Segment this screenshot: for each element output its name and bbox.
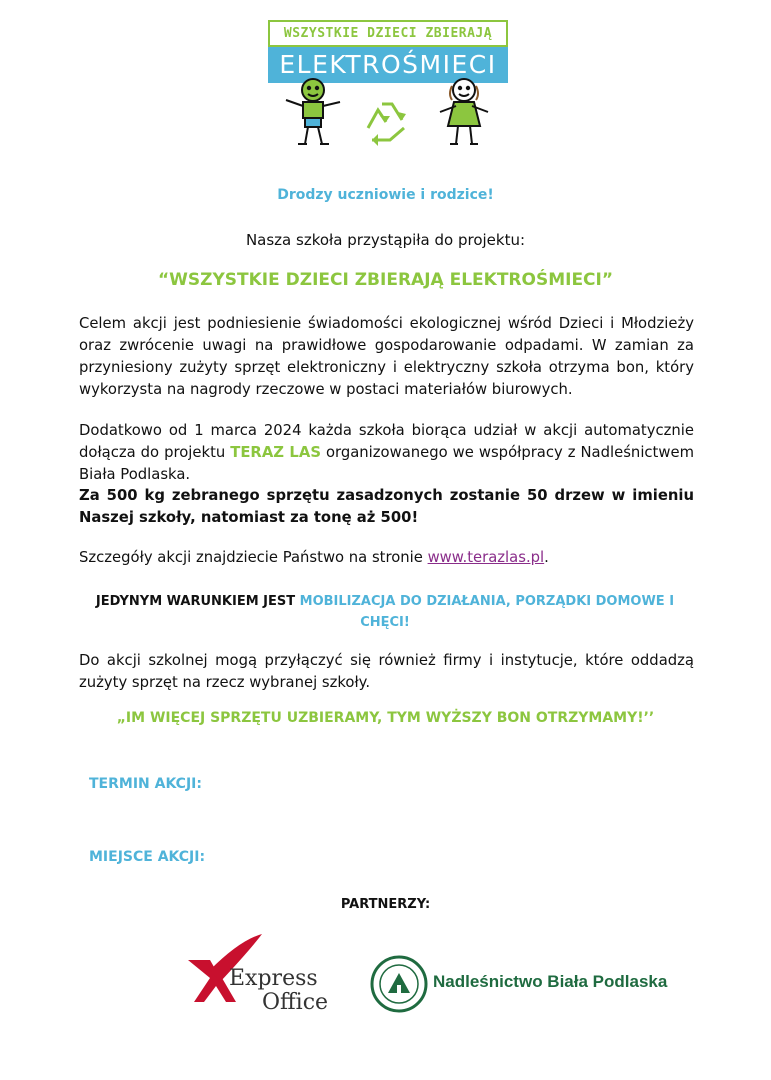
- paragraph-teraz-las-before: Dodatkowo od 1 marca 2024 każda szkoła biorąca udział w akcji automatycznie dołącza do projektu: [79, 422, 694, 461]
- greeting: Drodzy uczniowie i rodzice!: [277, 187, 494, 203]
- nadlesnictwo-name: Nadleśnictwo Biała Podlaska: [433, 972, 668, 991]
- campaign-logo-top: WSZYSTKIE DZIECI ZBIERAJĄ: [268, 20, 508, 47]
- termin-label: TERMIN AKCJI:: [89, 776, 202, 792]
- teraz-las-highlight: TERAZ LAS: [230, 444, 321, 461]
- intro-text: Nasza szkoła przystąpiła do projektu:: [245, 231, 526, 249]
- paragraph-details: [79, 547, 694, 569]
- boy-figure-icon: [286, 79, 340, 144]
- paragraph-teraz-las: [79, 420, 694, 486]
- express-office-line2: Office: [262, 990, 329, 1015]
- paragraph-companies: Do akcji szkolnej mogą przyłączyć się również firmy i instytucje, które oddadzą zużyty sprzęt na rzecz wybranej szkoły.: [79, 652, 694, 691]
- recycle-icon: [368, 104, 406, 146]
- condition-text: [95, 591, 675, 633]
- miejsce-label: MIEJSCE AKCJI:: [89, 849, 206, 865]
- condition-prefix: JEDYNYM WARUNKIEM JEST: [95, 594, 300, 609]
- details-before: Szczegóły akcji znajdziecie Państwo na stronie: [79, 549, 428, 566]
- campaign-logo-figures: [268, 76, 508, 152]
- lasy-panstwowe-seal-icon: [370, 955, 428, 1013]
- partners-label: PARTNERZY:: [340, 897, 431, 912]
- paragraph-trees: Za 500 kg zebranego sprzętu zasadzonych zostanie 50 drzew w imieniu Naszej szkoły, natomiast za tonę aż 500!: [79, 487, 694, 526]
- details-after: .: [544, 549, 549, 566]
- express-office-line1: Express: [229, 966, 318, 991]
- condition-highlight: MOBILIZACJA DO DZIAŁANIA, PORZĄDKI DOMOWE I CHĘCI!: [299, 594, 675, 630]
- paragraph-teraz-las-after: organizowanego we współpracy z Nadleśnictwem Biała Podlaska.: [79, 444, 694, 483]
- paragraph-goal: Celem akcji jest podniesienie świadomości ekologicznej wśród Dzieci i Młodzieży oraz zwrócenie uwagi na prawidłowe gospodarowanie odpadami. W zamian za przyniesiony zużyty sprzęt elektroniczny i elektryczny szkoła otrzyma bon, który wykorzysta na nagrody rzeczowe w postaci materiałów biurowych.: [79, 315, 694, 398]
- girl-figure-icon: [440, 79, 488, 144]
- campaign-logo-main: ELEKTROŚMIECI: [268, 47, 508, 83]
- project-name: “WSZYSTKIE DZIECI ZBIERAJĄ ELEKTROŚMIECI”: [157, 270, 614, 290]
- terazlas-link[interactable]: www.terazlas.pl: [427, 549, 545, 566]
- motto: „IM WIĘCEJ SPRZĘTU UZBIERAMY, TYM WYŻSZY BON OTRZYMAMY!’’: [116, 710, 655, 726]
